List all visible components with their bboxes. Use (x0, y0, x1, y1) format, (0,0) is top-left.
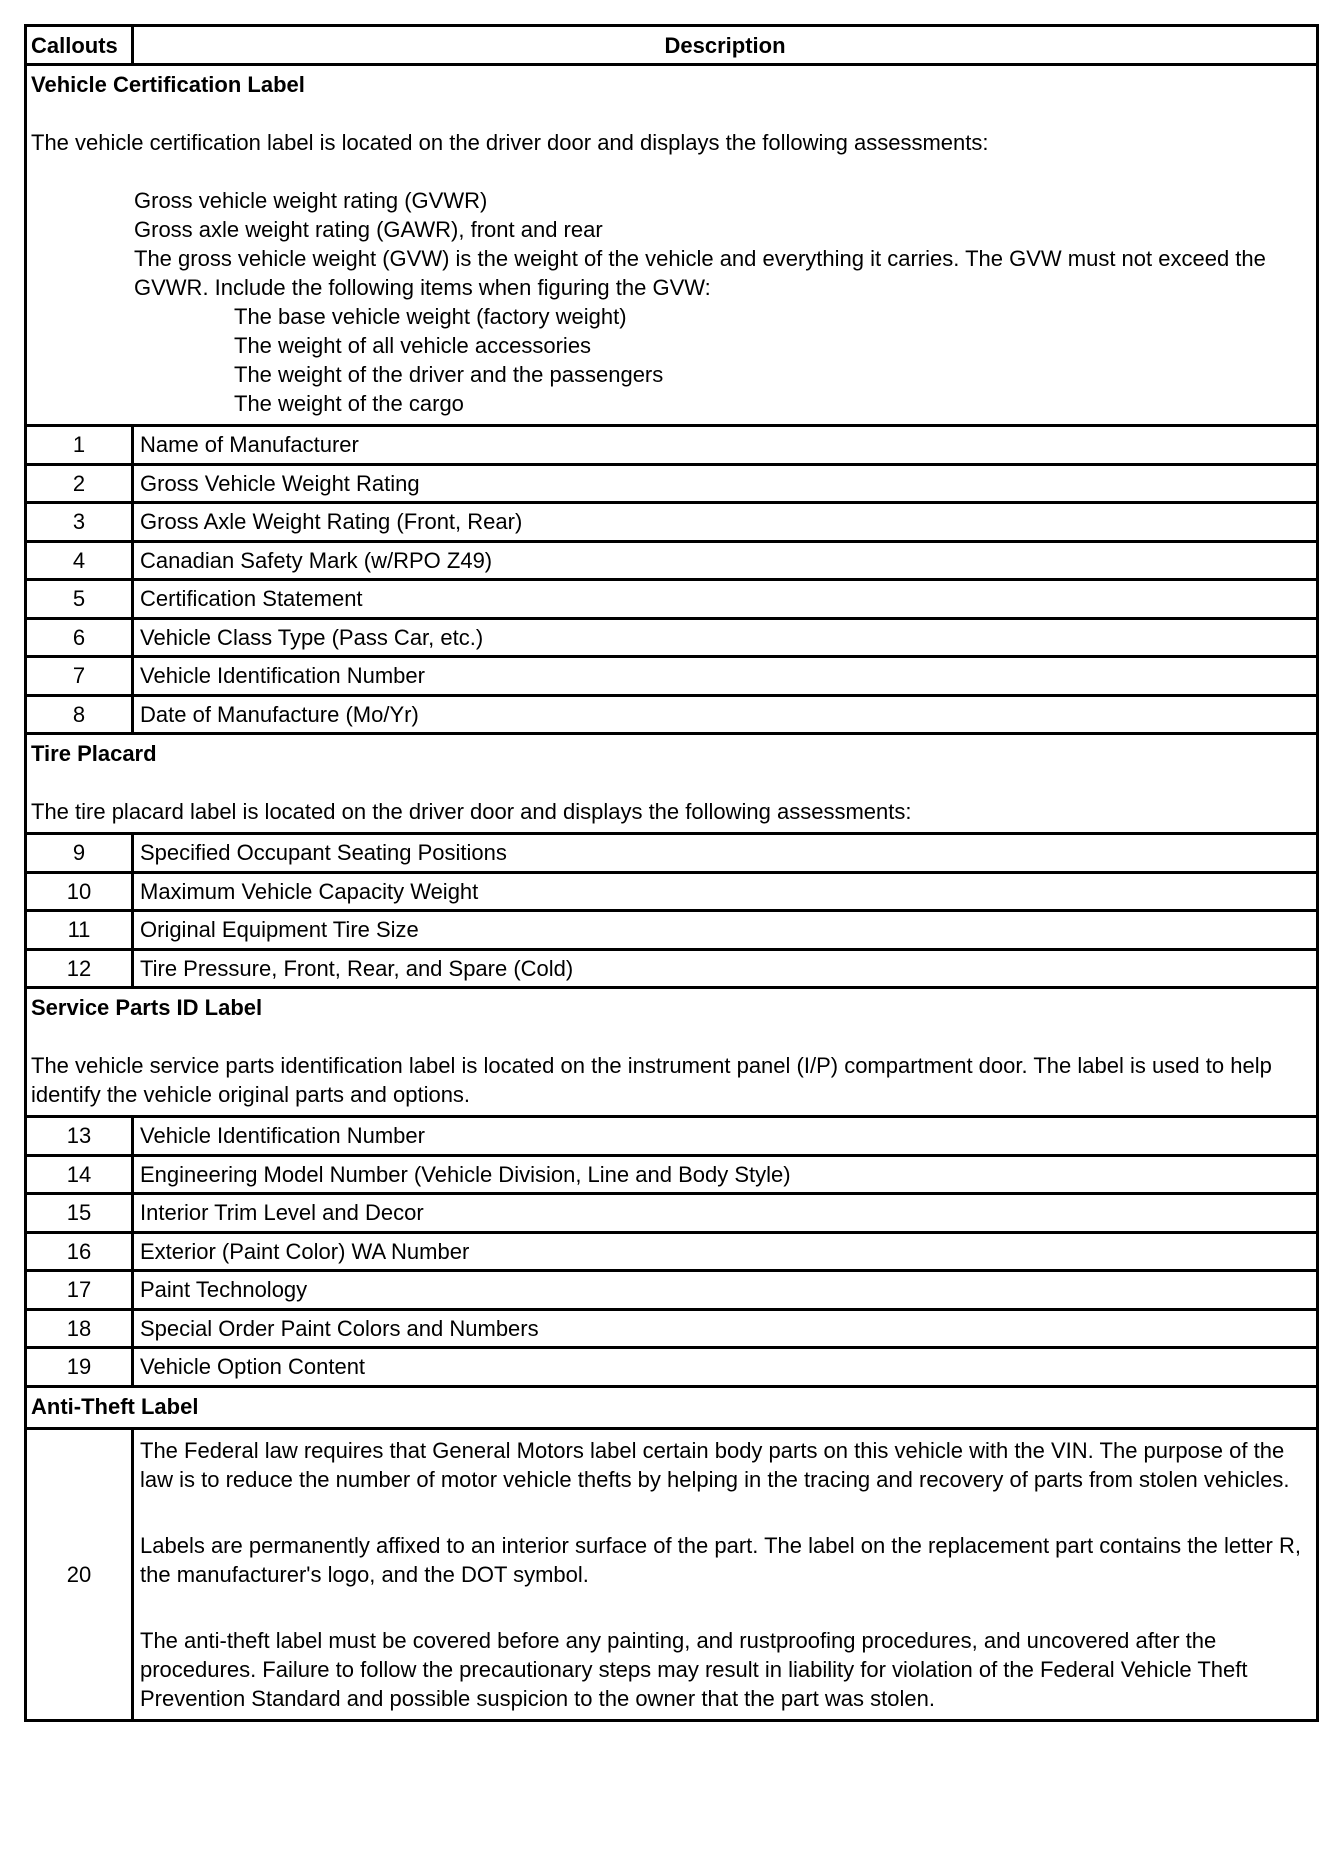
section-intro: The tire placard label is located on the driver door and displays the following assessments: (31, 799, 912, 824)
callout-number: 13 (26, 1117, 133, 1156)
callout-description: Exterior (Paint Color) WA Number (133, 1232, 1318, 1271)
table-row (26, 1155, 1318, 1194)
table-row (26, 1194, 1318, 1233)
section-cell (26, 1386, 1318, 1428)
description-paragraph: The Federal law requires that General Motors label certain body parts on this vehicle with the VIN. The purpose of the law is to reduce the number of motor vehicle thefts by helping in the tracing and recovery of parts from stolen vehicles. (140, 1437, 1290, 1492)
table-row (26, 872, 1318, 911)
section-row-tire-placard (26, 734, 1318, 834)
sublist-item: The base vehicle weight (factory weight) (234, 304, 627, 329)
callout-description: Tire Pressure, Front, Rear, and Spare (Cold) (133, 949, 1318, 988)
callout-description: Certification Statement (133, 580, 1318, 619)
callout-number: 3 (26, 503, 133, 542)
callout-description: Paint Technology (133, 1271, 1318, 1310)
table-row (26, 541, 1318, 580)
callout-description: Vehicle Identification Number (133, 1117, 1318, 1156)
callout-description: Date of Manufacture (Mo/Yr) (133, 695, 1318, 734)
table-row (26, 426, 1318, 465)
table-row (26, 949, 1318, 988)
table-row (26, 1117, 1318, 1156)
callout-number: 2 (26, 464, 133, 503)
section-row-vehicle-certification-label (26, 65, 1318, 426)
callout-description: Vehicle Identification Number (133, 657, 1318, 696)
list-item: Gross axle weight rating (GAWR), front and rear (134, 217, 603, 242)
callout-description (133, 1428, 1318, 1720)
table-row (26, 618, 1318, 657)
section-cell (26, 65, 1318, 426)
callout-number: 4 (26, 541, 133, 580)
callout-description: Vehicle Class Type (Pass Car, etc.) (133, 618, 1318, 657)
table-row (26, 464, 1318, 503)
table-row (26, 1428, 1318, 1720)
section-title: Tire Placard (31, 741, 157, 766)
section-cell (26, 734, 1318, 834)
sublist-item: The weight of the driver and the passengers (234, 362, 664, 387)
callout-description: Name of Manufacturer (133, 426, 1318, 465)
description-paragraph: The anti-theft label must be covered before any painting, and rustproofing procedures, and uncovered after the procedures. Failure to follow the precautionary steps may result in liability for violation of the Federal Vehicle Theft Prevention Standard and possible suspicion to the owner that the part was stolen. (140, 1627, 1248, 1711)
callout-description: Specified Occupant Seating Positions (133, 834, 1318, 873)
blank-line (31, 1022, 1312, 1051)
callout-number: 10 (26, 872, 133, 911)
callout-number: 18 (26, 1309, 133, 1348)
table-row (26, 1309, 1318, 1348)
callout-number: 11 (26, 911, 133, 950)
callout-number: 1 (26, 426, 133, 465)
section-title: Vehicle Certification Label (31, 72, 305, 97)
blank-line (31, 99, 1312, 128)
callout-description: Vehicle Option Content (133, 1348, 1318, 1387)
blank-line (31, 157, 1312, 186)
table-row (26, 911, 1318, 950)
table-row (26, 1348, 1318, 1387)
callout-number: 15 (26, 1194, 133, 1233)
sublist-item: The weight of the cargo (234, 391, 464, 416)
section-intro: The vehicle certification label is located on the driver door and displays the following assessments: (31, 130, 989, 155)
callout-description: Interior Trim Level and Decor (133, 1194, 1318, 1233)
sublist-item: The weight of all vehicle accessories (234, 333, 592, 358)
callout-description: Special Order Paint Colors and Numbers (133, 1309, 1318, 1348)
section-title: Service Parts ID Label (31, 995, 263, 1020)
header-row (26, 26, 1318, 65)
description-header: Description (133, 26, 1318, 65)
callout-description: Gross Vehicle Weight Rating (133, 464, 1318, 503)
table-row (26, 1232, 1318, 1271)
callout-number: 20 (26, 1428, 133, 1720)
list-item: Gross vehicle weight rating (GVWR) (134, 188, 488, 213)
table-row (26, 657, 1318, 696)
section-intro: The vehicle service parts identification label is located on the instrument panel (I/P) compartment door. The label is used to help identify the vehicle original parts and options. (31, 1053, 1272, 1107)
callout-number: 17 (26, 1271, 133, 1310)
table-row (26, 695, 1318, 734)
callout-number: 8 (26, 695, 133, 734)
description-paragraph: Labels are permanently affixed to an interior surface of the part. The label on the replacement part contains the letter R, the manufacturer's logo, and the DOT symbol. (140, 1532, 1301, 1587)
callout-description: Engineering Model Number (Vehicle Division, Line and Body Style) (133, 1155, 1318, 1194)
table-row (26, 1271, 1318, 1310)
section-title: Anti-Theft Label (31, 1393, 199, 1419)
table-row (26, 834, 1318, 873)
callout-number: 9 (26, 834, 133, 873)
section-cell (26, 988, 1318, 1117)
callout-number: 12 (26, 949, 133, 988)
callout-description: Gross Axle Weight Rating (Front, Rear) (133, 503, 1318, 542)
section-row-service-parts-id-label (26, 988, 1318, 1117)
callout-description: Canadian Safety Mark (w/RPO Z49) (133, 541, 1318, 580)
callout-number: 19 (26, 1348, 133, 1387)
table-row (26, 503, 1318, 542)
callouts-table (24, 24, 1319, 1722)
table-row (26, 580, 1318, 619)
list-item: The gross vehicle weight (GVW) is the weight of the vehicle and everything it carries. The GVW must not exceed the GVWR. Include the following items when figuring the GVW: (134, 246, 1266, 300)
callouts-header: Callouts (26, 26, 133, 65)
callout-description: Maximum Vehicle Capacity Weight (133, 872, 1318, 911)
section-row-anti-theft-label (26, 1386, 1318, 1428)
blank-line (31, 768, 1312, 797)
callout-number: 5 (26, 580, 133, 619)
callout-number: 6 (26, 618, 133, 657)
callout-number: 7 (26, 657, 133, 696)
callout-number: 14 (26, 1155, 133, 1194)
callout-number: 16 (26, 1232, 133, 1271)
callout-description: Original Equipment Tire Size (133, 911, 1318, 950)
